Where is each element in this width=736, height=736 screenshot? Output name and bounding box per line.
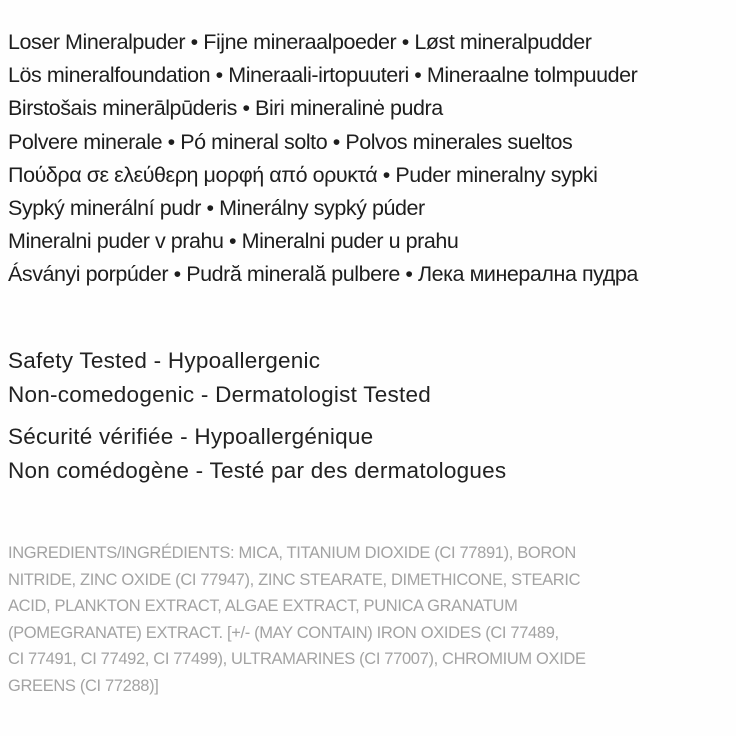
claim-line: Non-comedogenic - Dermatologist Tested [8, 382, 432, 407]
safety-claims-english [8, 344, 728, 412]
translation-line: Ásványi porpúder • Pudră minerală pulbere • Лека минерална пудра [8, 262, 638, 287]
translation-line: Polvere minerale • Pó mineral solto • Polvos minerales sueltos [8, 129, 573, 154]
ingredients-line: NITRIDE, ZINC OXIDE (CI 77947), ZINC STEARATE, DIMETHICONE, STEARIC [8, 570, 581, 589]
claim-line: Non comédogène - Testé par des dermatologues [8, 458, 507, 483]
translation-line: Πούδρα σε ελεύθερη μορφή από ορυκτά • Puder mineralny sypki [8, 162, 598, 187]
translation-line: Loser Mineralpuder • Fijne mineraalpoeder • Løst mineralpudder [8, 30, 592, 54]
translation-line: Lös mineralfoundation • Mineraali-irtopuuteri • Mineraalne tolmpuuder [8, 63, 638, 88]
ingredients-list [8, 540, 728, 700]
ingredients-line: INGREDIENTS/INGRÉDIENTS: MICA, TITANIUM DIOXIDE (CI 77891), BORON [8, 544, 576, 562]
translation-line: Birstošais minerālpūderis • Biri mineralinė pudra [8, 96, 443, 121]
product-name-translations [8, 26, 728, 292]
ingredients-line: CI 77491, CI 77492, CI 77499), ULTRAMARINES (CI 77007), CHROMIUM OXIDE [8, 650, 586, 669]
translation-line: Sypký minerální pudr • Minerálny sypký púder [8, 196, 425, 221]
claim-line: Sécurité vérifiée - Hypoallergénique [8, 424, 374, 449]
safety-claims-french [8, 420, 728, 488]
ingredients-line: GREENS (CI 77288)] [8, 676, 159, 695]
claim-line: Safety Tested - Hypoallergenic [8, 348, 321, 373]
translation-line: Mineralni puder v prahu • Mineralni puder u prahu [8, 229, 459, 254]
ingredients-line: ACID, PLANKTON EXTRACT, ALGAE EXTRACT, PUNICA GRANATUM [8, 597, 518, 616]
ingredients-line: (POMEGRANATE) EXTRACT. [+/- (MAY CONTAIN) IRON OXIDES (CI 77489, [8, 623, 559, 642]
